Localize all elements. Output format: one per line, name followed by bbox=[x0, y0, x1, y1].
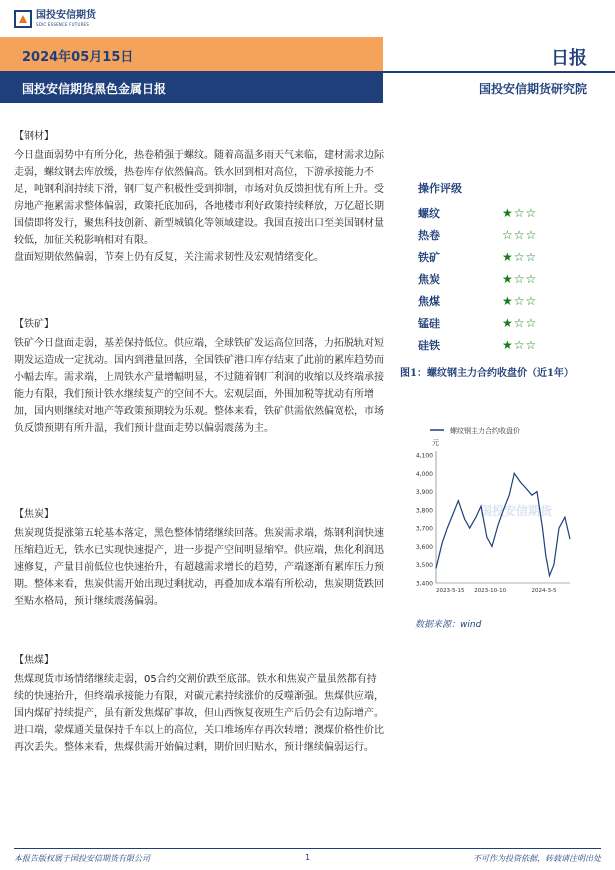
section-paragraph: 今日盘面弱势中有所分化，热卷稍强于螺纹。随着高温多雨天气来临，建材需求边际走弱，螺纹钢去库放缓，热卷库存依然偏高。铁水回到相对高位，下游承接能力不足，吨钢利润持续下滑，钢厂复产积极性受到抑制，市场对负反馈担忧有所上升。受房地产拖累需求整体偏弱，政策托底加码，各地楼市利好政策持续释放，万亿超长期国债即将发行，聚焦科技创新、新型城镇化等领域建设。我国直接出口至美国钢材量较低，加征关税影响相对有限。 bbox=[14, 150, 384, 246]
chart-legend bbox=[430, 426, 520, 435]
y-tick-label: 3,600 bbox=[415, 543, 433, 551]
rating-stars: ★☆☆ bbox=[502, 250, 538, 264]
rating-stars: ☆☆☆ bbox=[502, 228, 538, 242]
section-paragraph: 焦炭现货提涨第五轮基本落定，黑色整体情绪继续回落。焦炭需求端，炼钢利润快速压缩趋近无，铁水已实现快速提产，进一步提产空间明显缩窄。供应端，焦化利润迅速修复，产量目前低位也快速抬升，有超越需求增长的趋势，产端逐渐有累库压力预期。整体来看，焦炭供需开始出现过剩扰动，再叠加成本端有所松动，焦炭期货跌回至贴水格局，预计继续震荡偏弱。 bbox=[14, 528, 384, 607]
company-logo bbox=[14, 8, 124, 30]
footer-divider bbox=[14, 848, 601, 849]
y-tick-label: 3,700 bbox=[415, 525, 433, 533]
institute-name: 国投安信期货研究院 bbox=[478, 82, 587, 96]
section-heading: 【焦煤】 bbox=[14, 655, 54, 666]
y-tick-label: 3,800 bbox=[415, 507, 433, 515]
figure-title: 图1：螺纹钢主力合约收盘价（近1年） bbox=[400, 368, 574, 379]
header-divider bbox=[383, 71, 615, 73]
report-title: 国投安信期货黑色金属日报 bbox=[22, 82, 167, 96]
rating-stars: ★☆☆ bbox=[502, 338, 538, 352]
logo-text: 国投安信期货 bbox=[36, 10, 96, 21]
report-type: 日报 bbox=[551, 48, 587, 69]
y-tick-label: 4,000 bbox=[415, 470, 433, 478]
logo-mark-icon bbox=[14, 10, 32, 28]
section-iron-ore bbox=[14, 316, 386, 437]
rating-row bbox=[418, 334, 578, 356]
rating-name: 硅铁 bbox=[418, 339, 440, 352]
footer-disclaimer: 不可作为投资依据，转载请注明出处 bbox=[473, 854, 601, 863]
section-paragraph: 盘面短期依然偏弱，节奏上仍有反复，关注需求韧性及宏观情绪变化。 bbox=[14, 252, 324, 263]
rating-row bbox=[418, 246, 578, 268]
rating-row bbox=[418, 202, 578, 224]
watermark: 国投安信期货 bbox=[480, 504, 553, 518]
rating-stars: ★☆☆ bbox=[502, 316, 538, 330]
rating-name: 焦煤 bbox=[418, 295, 440, 308]
rating-name: 铁矿 bbox=[418, 251, 440, 264]
section-heading: 【钢材】 bbox=[14, 131, 54, 142]
legend-label: 螺纹钢主力合约收盘价 bbox=[450, 427, 520, 435]
logo-subtext: SDIC ESSENCE FUTURES bbox=[36, 22, 90, 27]
section-steel bbox=[14, 128, 386, 266]
x-tick-label: 2023-5-15 bbox=[436, 588, 465, 594]
y-tick-label: 3,900 bbox=[415, 489, 433, 497]
rating-name: 热卷 bbox=[418, 229, 440, 242]
footer-copyright: 本报告版权属于国投安信期货有限公司 bbox=[14, 854, 150, 863]
rating-name: 焦炭 bbox=[418, 273, 440, 286]
rating-stars: ★☆☆ bbox=[502, 294, 538, 308]
x-tick-label: 2023-10-10 bbox=[474, 588, 507, 594]
rating-stars: ★☆☆ bbox=[502, 272, 538, 286]
rating-stars: ★☆☆ bbox=[502, 206, 538, 220]
figure-source: 数据来源：wind bbox=[415, 620, 482, 630]
section-paragraph: 铁矿今日盘面走弱，基差保持低位。供应端，全球铁矿发运高位回落，力拓脱轨对短期发运造成一定扰动。国内到港量回落，全国铁矿港口库存结束了此前的累库趋势而小幅去库。需求端，上周铁水产量增幅明显，不过随着钢厂利润的收缩以及终端承接能力有限，我们预计铁水继续复产的空间不大。宏观层面，外围加税等扰动有所增加，国内则继续对地产等政策预期较为乐观。整体来看，铁矿供需依然偏宽松，市场负反馈预期有所升温，我们预计盘面走势以偏弱震荡为主。 bbox=[14, 338, 384, 434]
rating-title: 操作评级 bbox=[418, 182, 462, 195]
section-heading: 【焦炭】 bbox=[14, 509, 54, 520]
section-coke bbox=[14, 506, 386, 610]
rating-name: 锰硅 bbox=[418, 317, 440, 330]
y-tick-label: 3,400 bbox=[415, 580, 433, 588]
rating-row bbox=[418, 312, 578, 334]
report-date: 2024年05月15日 bbox=[22, 50, 134, 65]
rebar-price-chart bbox=[400, 415, 600, 615]
y-axis-unit: 元 bbox=[432, 439, 439, 447]
rating-name: 螺纹 bbox=[418, 207, 440, 220]
section-paragraph: 焦煤现货市场情绪继续走弱，05合约交割价跌至底部。铁水和焦炭产量虽然都有持续的快速抬升，但终端承接能力有限，对碳元素持续涨价的反噬渐强。焦煤供应端，国内煤矿持续提产，虽有新发焦煤矿事故，但山西恢复夜班生产后仍会有边际增产。进口端，蒙煤通关量保持千车以上的高位，关口堆场库存再次转增；澳煤价格性价比再次丢失。整体来看，焦煤供需开始偏过剩，期价回归贴水，预计继续偏弱运行。 bbox=[14, 674, 384, 753]
series-line bbox=[436, 473, 570, 575]
x-tick-label: 2024-3-5 bbox=[531, 588, 557, 594]
section-heading: 【铁矿】 bbox=[14, 319, 54, 330]
rating-row bbox=[418, 268, 578, 290]
rating-panel bbox=[418, 180, 578, 356]
rating-row bbox=[418, 224, 578, 246]
section-coking-coal bbox=[14, 652, 386, 756]
y-tick-label: 4,100 bbox=[415, 452, 433, 460]
rating-row bbox=[418, 290, 578, 312]
y-tick-label: 3,500 bbox=[415, 562, 433, 570]
page-number: 1 bbox=[305, 853, 311, 862]
